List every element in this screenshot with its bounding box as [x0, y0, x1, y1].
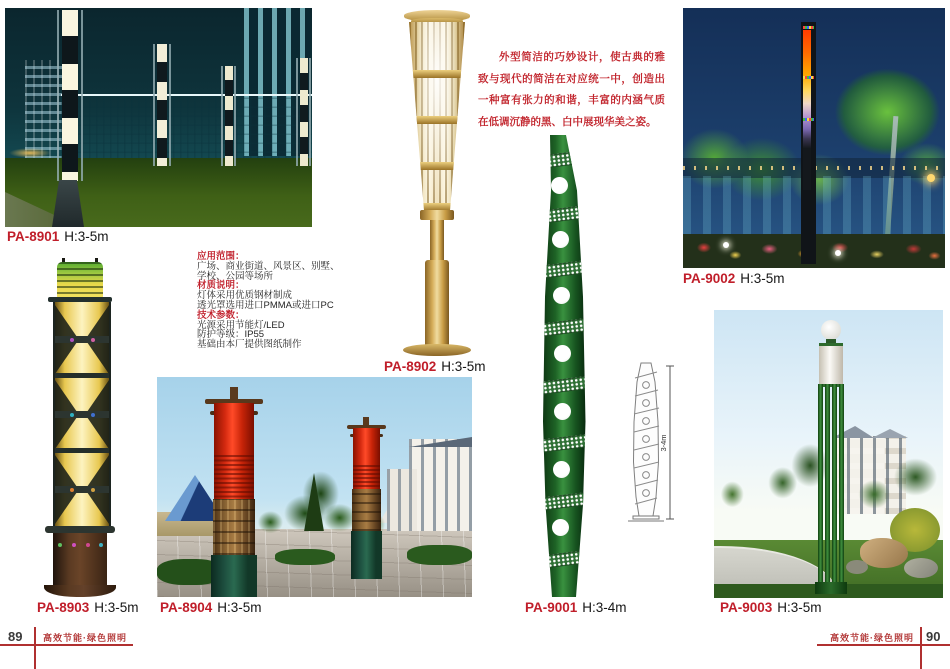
- page-number-right: 90: [926, 629, 941, 644]
- spec-line: 透光罩选用进口PMMA或进口PC: [197, 299, 334, 311]
- cage-ring-2: [409, 116, 465, 124]
- footer-slogan-right: 高效节能·绿色照明: [830, 633, 914, 643]
- bronze-section: [352, 489, 381, 531]
- product-pa8903: [15, 258, 145, 599]
- product-height: H:3-5m: [64, 229, 109, 244]
- red-column-near: [214, 387, 254, 592]
- dimension-label: 3-4m: [659, 434, 668, 452]
- tier-separator-2: [55, 448, 109, 453]
- ribbed-section: [214, 455, 254, 499]
- dot-band: [533, 492, 592, 512]
- lamp-circle: [551, 177, 568, 194]
- ribbed-section: [353, 465, 380, 489]
- photo-pa9003: [714, 310, 943, 598]
- cage-ring-3: [409, 162, 465, 170]
- cage-ring-1: [409, 70, 465, 78]
- glow-tier-3: [55, 452, 109, 527]
- globe-light-2: [835, 250, 841, 256]
- footer-underline-left: [0, 644, 133, 646]
- footer-slogan-left: 高效节能·绿色照明: [43, 633, 127, 643]
- base-plate: [403, 344, 471, 356]
- waist-band: [55, 336, 109, 343]
- dot-band: [533, 205, 592, 225]
- product-code: PA-8903: [37, 600, 90, 615]
- lamp-collar: [420, 210, 454, 220]
- dot-band: [533, 318, 592, 338]
- spec-line: 防护等级：IP55: [197, 329, 265, 341]
- lamp-body: [53, 302, 111, 527]
- lamp-circle: [552, 231, 569, 248]
- base-dot: [86, 543, 90, 547]
- street-lamp-glow: [927, 174, 935, 182]
- label-pa9002: [683, 271, 785, 286]
- lamp-circle: [553, 461, 570, 478]
- lattice-pole-4: [296, 58, 311, 166]
- spec-line: 光源采用节能灯/LED: [197, 319, 285, 331]
- lamp-circle: [552, 519, 569, 536]
- footer-underline-right: [817, 644, 950, 646]
- product-height: H:3-5m: [777, 600, 822, 615]
- base-cylinder: [53, 533, 107, 585]
- dimension-drawing: [616, 360, 678, 530]
- footer-divider-left: [34, 627, 36, 669]
- bronze-section: [213, 499, 255, 555]
- tier-separator-1: [55, 373, 109, 378]
- product-code: PA-8902: [384, 359, 437, 374]
- rod: [818, 384, 823, 582]
- dot-band: [533, 260, 592, 280]
- led-pixel-row-3: [803, 118, 814, 121]
- white-cylinder: [819, 343, 843, 387]
- spec-heading-application: 应用范围：: [197, 251, 245, 262]
- lamp-circle: [554, 345, 571, 362]
- lattice-pole-2: [153, 44, 171, 166]
- pole-base: [815, 582, 847, 594]
- product-code: PA-9003: [720, 600, 773, 615]
- led-dot: [91, 488, 95, 492]
- red-column-far: [353, 417, 380, 579]
- pole-panels: [300, 58, 308, 166]
- lamp-circle: [554, 403, 571, 420]
- led-pole: [801, 22, 816, 264]
- photo-pa8901: [5, 8, 312, 227]
- crown: [57, 262, 103, 298]
- street-glow: [9, 148, 51, 158]
- label-pa9001: [525, 600, 627, 615]
- product-height: H:3-5m: [740, 271, 785, 286]
- hedge-mid: [275, 549, 335, 565]
- green-pole: [538, 135, 588, 597]
- spec-block: [197, 252, 385, 350]
- globe-light-1: [723, 242, 729, 248]
- drawing-pole-outline: [634, 363, 659, 516]
- led-dot: [70, 338, 74, 342]
- dot-band: [533, 550, 592, 570]
- pole-panels: [62, 10, 78, 181]
- base-foot: [44, 585, 116, 597]
- photo-pa8904: [157, 377, 472, 597]
- rock-medium: [904, 558, 938, 578]
- lamp-cage: [409, 22, 465, 212]
- dot-band: [533, 376, 592, 396]
- lattice-pole-3: [221, 66, 236, 166]
- base-dot: [72, 543, 76, 547]
- hedge-right: [407, 545, 472, 565]
- globe-lamp: [821, 320, 841, 340]
- product-code: PA-8901: [7, 229, 60, 244]
- drawing-base: [628, 516, 664, 521]
- rod: [825, 384, 830, 582]
- label-pa8902: [384, 359, 486, 374]
- rod: [832, 384, 837, 582]
- waist-band: [55, 486, 109, 493]
- led-dot: [91, 338, 95, 342]
- label-pa8901: [7, 229, 109, 244]
- product-code: PA-9001: [525, 600, 578, 615]
- green-rod-cluster: [818, 384, 844, 582]
- dot-band: [533, 434, 592, 454]
- photo-pa9002: [683, 8, 945, 268]
- marble-base: [211, 555, 257, 597]
- upper-pole: [430, 220, 444, 260]
- waist-band: [55, 411, 109, 418]
- intro-paragraph: 外型简洁的巧妙设计，使古典的雅致与现代的简洁在对应统一中，创造出一种富有张力的和谐，丰富的内涵气质在低调沉静的黑、白中展现华美之姿。: [478, 51, 665, 128]
- product-code: PA-8904: [160, 600, 213, 615]
- led-gradient-strip: [803, 30, 811, 190]
- spec-line: 基础由本厂提供图纸制作: [197, 339, 302, 351]
- lamp-circle: [553, 287, 570, 304]
- led-dot: [70, 488, 74, 492]
- footer-divider-right: [920, 627, 922, 669]
- label-pa9003: [720, 600, 822, 615]
- spec-line: 灯体采用优质钢材制成: [197, 290, 293, 302]
- led-pixel-row-1: [803, 26, 814, 29]
- page-number-left: 89: [8, 629, 23, 644]
- spec-heading-material: 材质说明：: [197, 280, 245, 292]
- spec-line: 学校、公园等场所: [197, 270, 274, 282]
- bottom-flange: [45, 526, 115, 533]
- product-height: H:3-5m: [217, 600, 262, 615]
- rock-small: [846, 560, 868, 574]
- marble-base: [351, 531, 382, 579]
- product-pa9001: [538, 135, 588, 597]
- spec-heading-parameters: 技术参数：: [197, 309, 245, 321]
- lit-building: [61, 94, 312, 162]
- lattice-pole-1: [57, 10, 83, 181]
- product-code: PA-9002: [683, 271, 736, 286]
- lower-pole: [425, 260, 449, 348]
- label-pa8904: [160, 600, 262, 615]
- product-height: H:3-4m: [582, 600, 627, 615]
- glow-tier-1: [55, 302, 109, 377]
- led-dot: [70, 413, 74, 417]
- rod: [839, 384, 844, 582]
- product-pa8902: [382, 10, 492, 356]
- spec-line: 广场、商业街道、风景区、别墅、: [197, 260, 340, 272]
- dot-band: [533, 150, 592, 170]
- base-dot: [99, 543, 103, 547]
- pole-panels: [225, 66, 233, 166]
- led-dot: [91, 413, 95, 417]
- led-pixel-row-2: [803, 76, 814, 79]
- product-height: H:3-5m: [441, 359, 486, 374]
- glow-tier-2: [55, 377, 109, 452]
- pole-panels: [157, 44, 167, 166]
- product-height: H:3-5m: [94, 600, 139, 615]
- base-dot: [58, 543, 62, 547]
- label-pa8903: [37, 600, 139, 615]
